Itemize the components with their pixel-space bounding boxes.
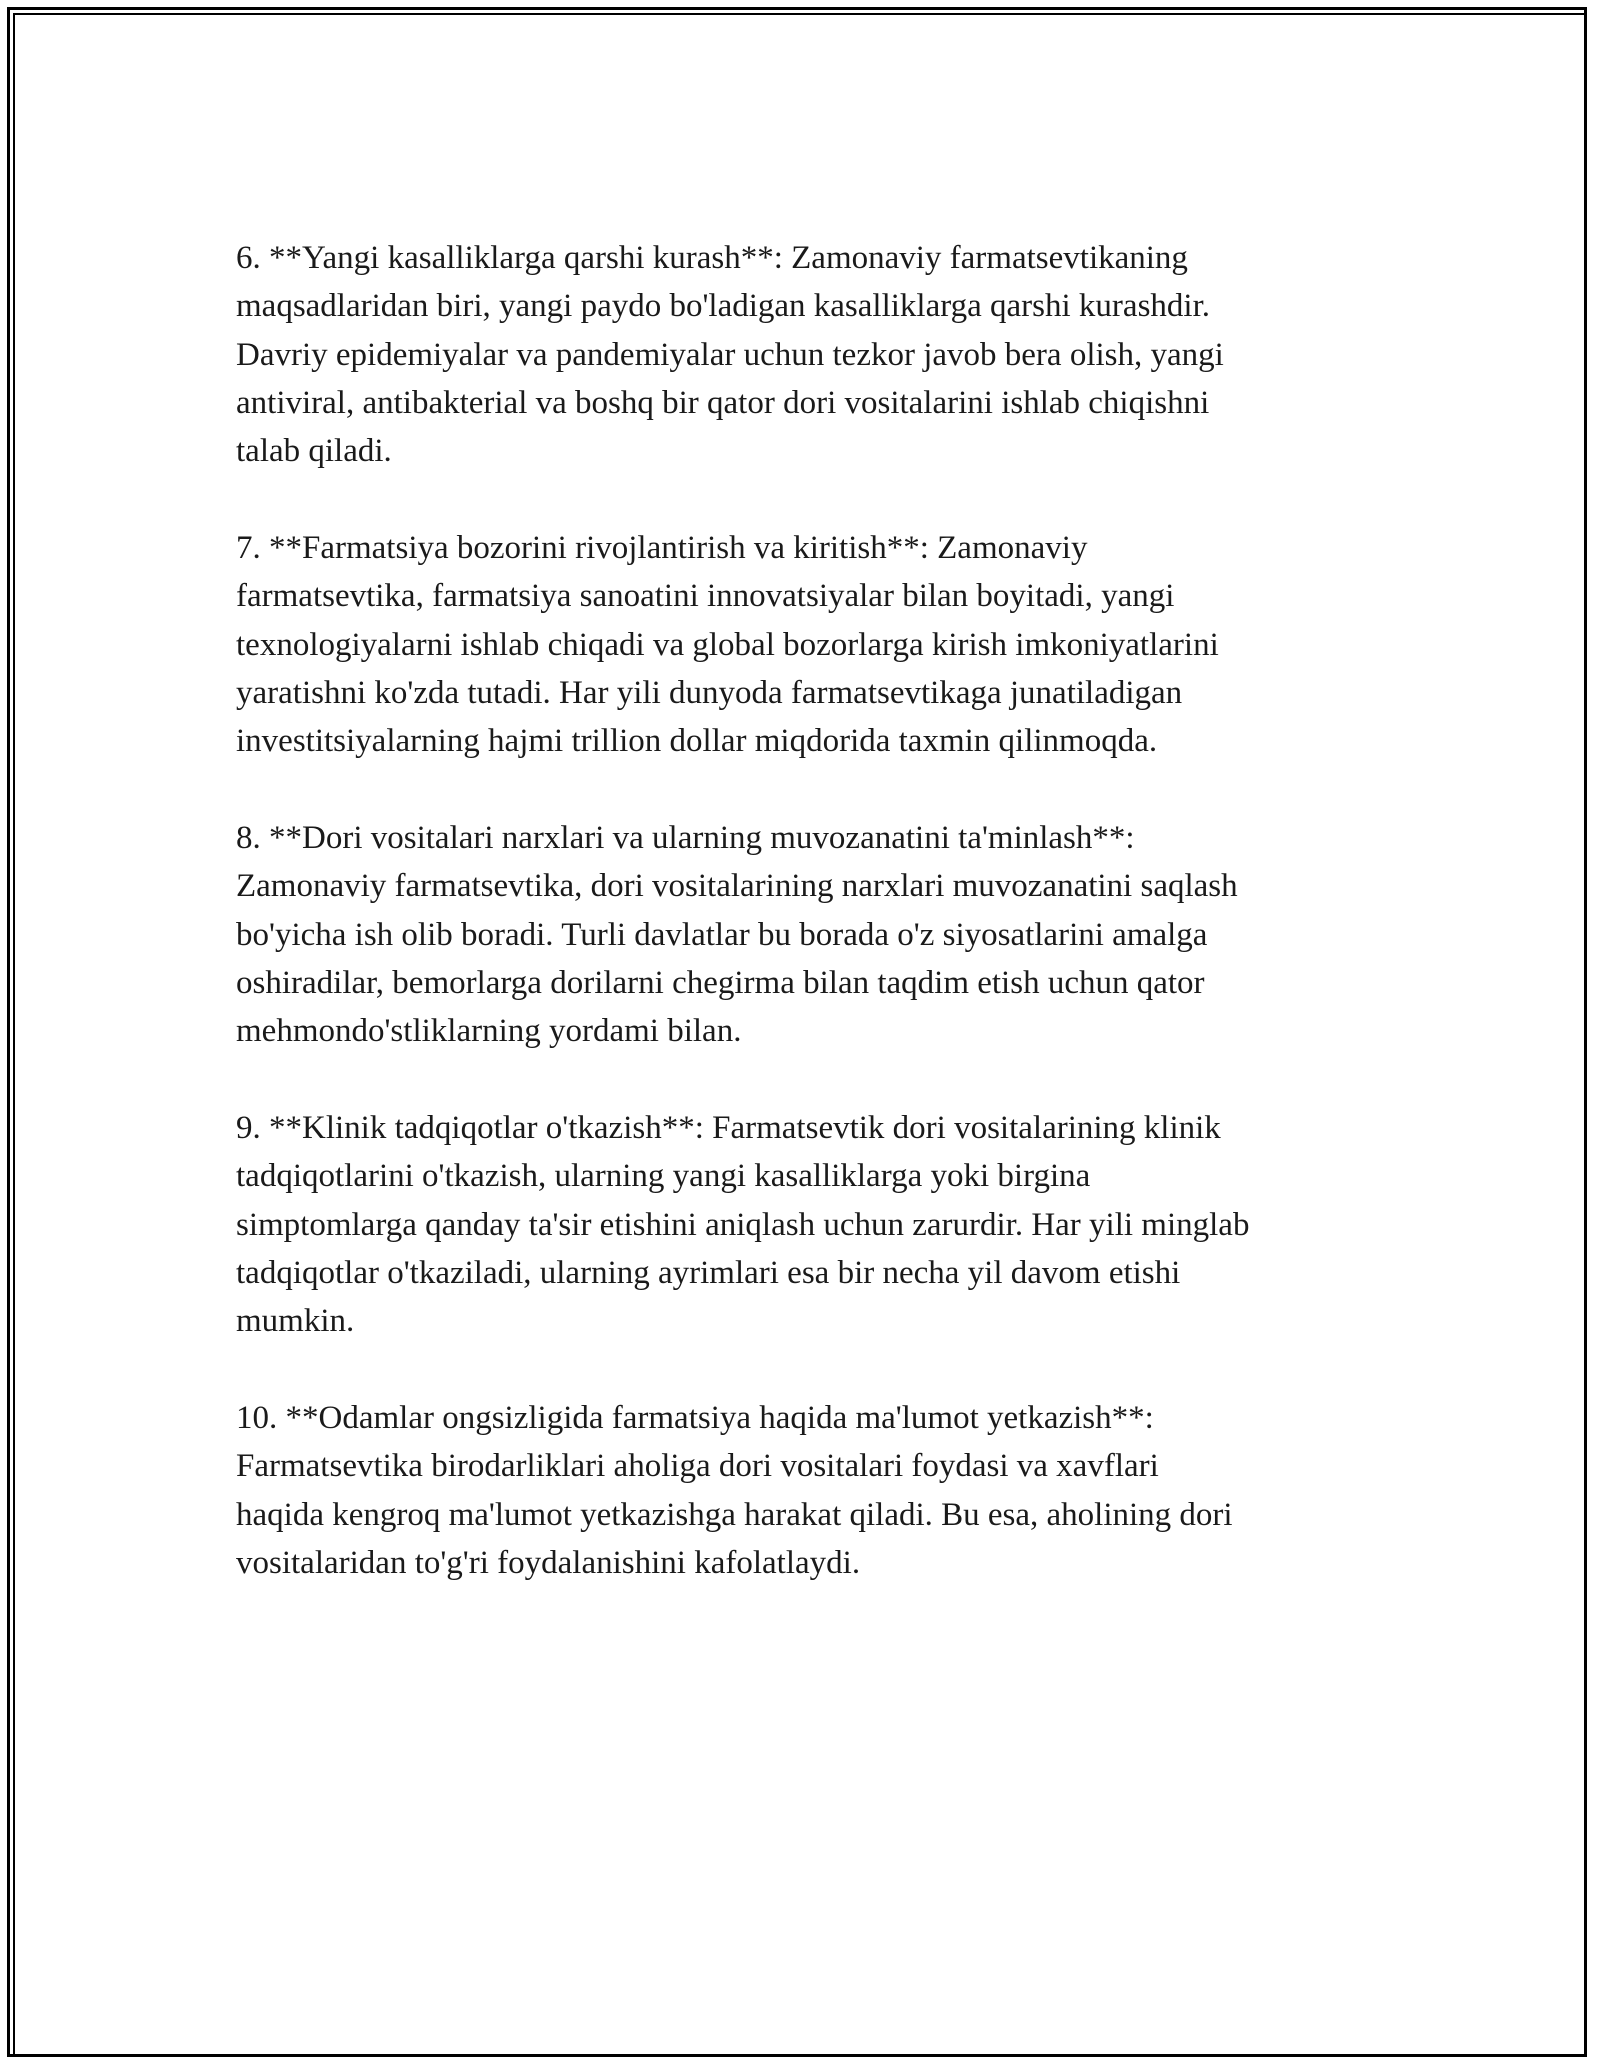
text-line: yaratishni ko'zda tutadi. Har yili dunyoda farmatsevtikaga junatiladigan [236, 674, 1183, 711]
text-line: 10. **Odamlar ongsizligida farmatsiya haqida ma'lumot yetkazish**: [236, 1399, 1154, 1436]
text-line: Zamonaviy farmatsevtika, dori vositalarining narxlari muvozanatini saqlash [236, 868, 1238, 905]
text-line: tadqiqotlarini o'tkazish, ularning yangi kasalliklarga yoki birgina [236, 1158, 1091, 1195]
paragraph-item-10 [236, 1394, 1386, 1587]
text-line: mumkin. [236, 1303, 355, 1340]
text-line: antiviral, antibakterial va boshq bir qator dori vositalarini ishlab chiqishni [236, 384, 1210, 421]
paragraph-item-7 [236, 524, 1386, 765]
text-line: Farmatsevtika birodarliklari aholiga dori vositalari foydasi va xavflari [236, 1448, 1159, 1485]
text-line: talab qiladi. [236, 433, 392, 470]
text-line: maqsadlaridan biri, yangi paydo bo'ladigan kasalliklarga qarshi kurashdir. [236, 288, 1210, 325]
text-line: simptomlarga qanday ta'sir etishini aniqlash uchun zarurdir. Har yili minglab [236, 1206, 1250, 1243]
paragraph-item-8 [236, 814, 1386, 1055]
text-line: oshiradilar, bemorlarga dorilarni chegirma bilan taqdim etish uchun qator [236, 964, 1205, 1001]
text-line: vositalaridan to'g'ri foydalanishini kafolatlaydi. [236, 1544, 861, 1581]
text-line: 7. **Farmatsiya bozorini rivojlantirish va kiritish**: Zamonaviy [236, 529, 1088, 566]
text-line: 8. **Dori vositalari narxlari va ularning muvozanatini ta'minlash**: [236, 819, 1135, 856]
paragraph-item-9 [236, 1104, 1386, 1345]
text-line: tadqiqotlar o'tkaziladi, ularning ayrimlari esa bir necha yil davom etishi [236, 1254, 1181, 1291]
text-line: haqida kengroq ma'lumot yetkazishga harakat qiladi. Bu esa, aholining dori [236, 1496, 1233, 1533]
paragraph-item-6 [236, 234, 1386, 475]
document-body [236, 234, 1386, 1636]
text-line: bo'yicha ish olib boradi. Turli davlatlar bu borada o'z siyosatlarini amalga [236, 916, 1208, 953]
text-line: investitsiyalarning hajmi trillion dollar miqdorida taxmin qilinmoqda. [236, 723, 1158, 760]
text-line: 9. **Klinik tadqiqotlar o'tkazish**: Farmatsevtik dori vositalarining klinik [236, 1109, 1221, 1146]
text-line: mehmondo'stliklarning yordami bilan. [236, 1013, 742, 1050]
text-line: texnologiyalarni ishlab chiqadi va global bozorlarga kirish imkoniyatlarini [236, 626, 1219, 663]
text-line: farmatsevtika, farmatsiya sanoatini innovatsiyalar bilan boyitadi, yangi [236, 578, 1175, 615]
text-line: 6. **Yangi kasalliklarga qarshi kurash**: Zamonaviy farmatsevtikaning [236, 240, 1188, 276]
text-line: Davriy epidemiyalar va pandemiyalar uchun tezkor javob bera olish, yangi [236, 336, 1224, 373]
